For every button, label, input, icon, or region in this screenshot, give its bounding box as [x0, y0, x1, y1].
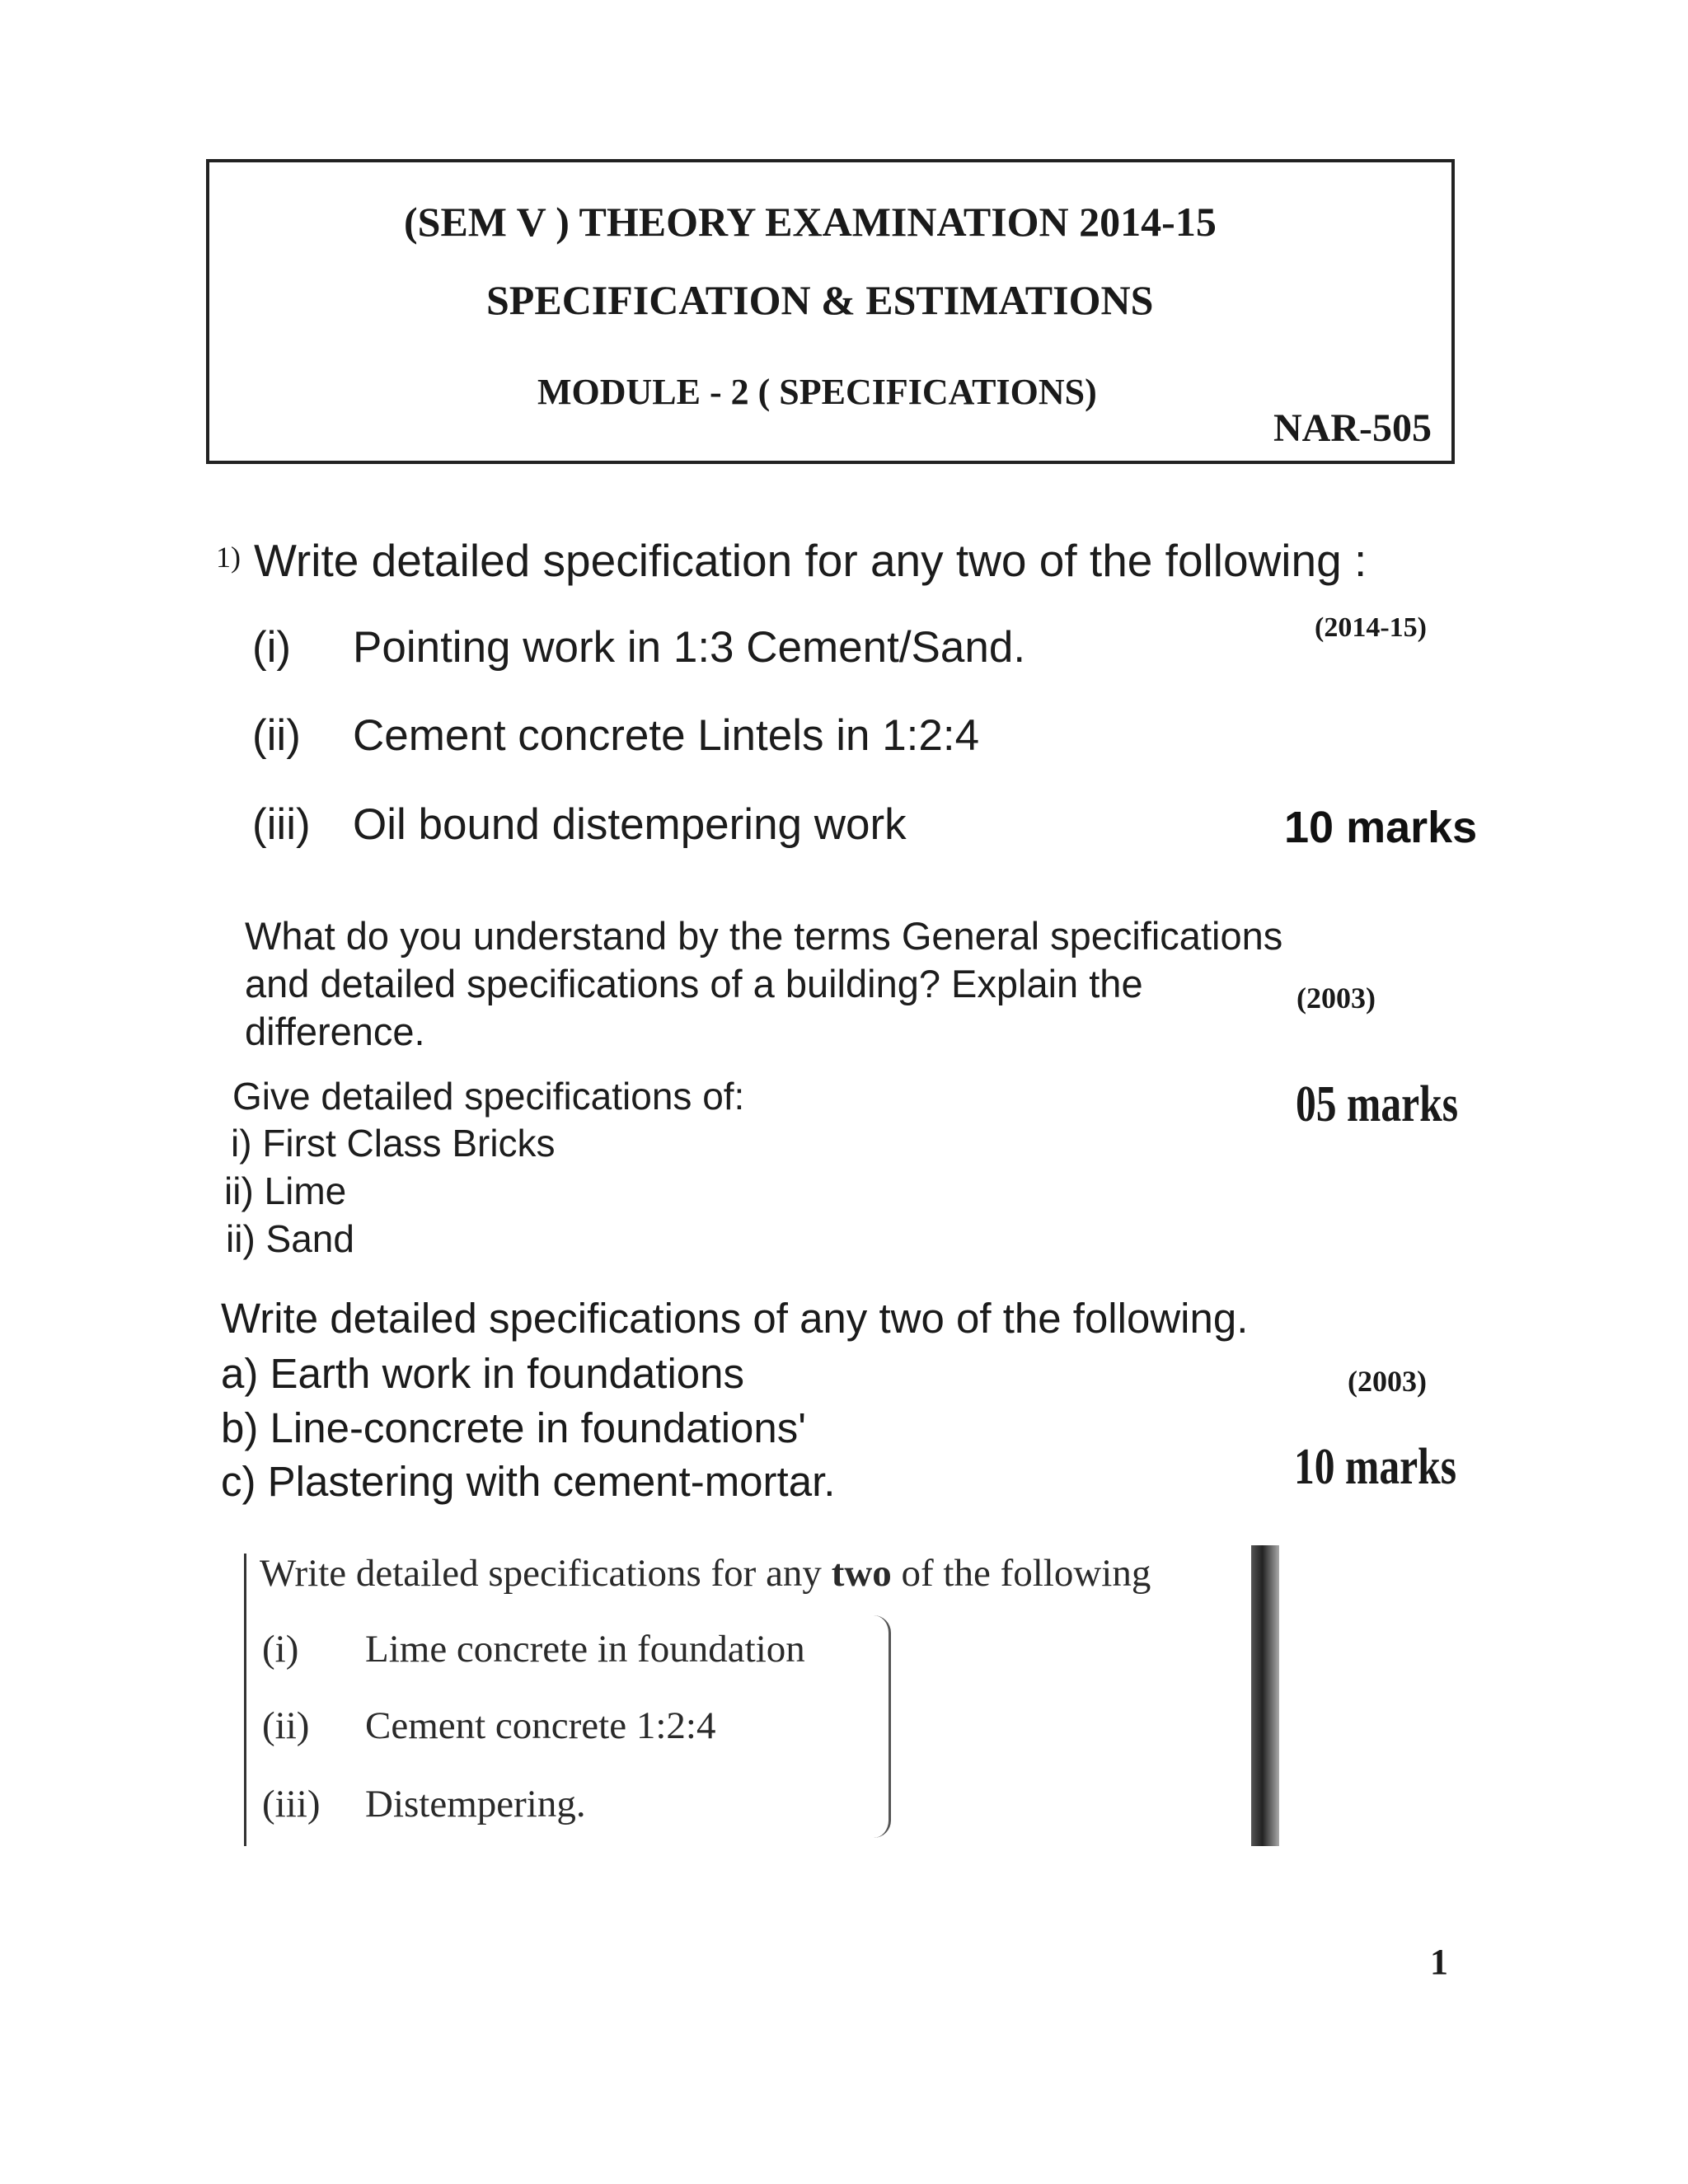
- exam-title: (SEM V ) THEORY EXAMINATION 2014-15: [404, 199, 1217, 245]
- scan-edge-bar: [1251, 1545, 1279, 1846]
- course-code: NAR-505: [1273, 406, 1432, 450]
- question-line: and detailed specifications of a building? Explain the: [245, 962, 1143, 1005]
- prompt-emphasis: two: [831, 1552, 892, 1595]
- item-text: Cement concrete Lintels in 1:2:4: [353, 711, 980, 760]
- question-year: (2003): [1296, 982, 1376, 1015]
- question-line: What do you understand by the terms General specifications: [245, 914, 1283, 958]
- item-number: (iii): [252, 800, 311, 849]
- item-text: Pointing work in 1:3 Cement/Sand.: [353, 623, 1026, 672]
- item-number: (i): [262, 1628, 299, 1671]
- scan-left-rule: [244, 1554, 246, 1846]
- marks-label: 10 marks: [1294, 1439, 1457, 1495]
- item-number: (iii): [262, 1783, 321, 1825]
- marks-label: 10 marks: [1284, 803, 1478, 852]
- list-item: b) Line-concrete in foundations': [221, 1404, 807, 1451]
- list-item: i) First Class Bricks: [231, 1122, 556, 1165]
- item-text: Distempering.: [365, 1783, 586, 1825]
- item-text: Lime concrete in foundation: [365, 1628, 805, 1671]
- list-item: c) Plastering with cement-mortar.: [221, 1458, 836, 1505]
- item-number: (i): [252, 623, 292, 672]
- page-number: 1: [1430, 1942, 1448, 1982]
- item-text: Oil bound distempering work: [353, 800, 907, 849]
- question-prompt: [260, 1551, 1151, 1596]
- question-year: (2003): [1348, 1365, 1427, 1398]
- list-item: ii) Lime: [224, 1169, 347, 1212]
- prompt-text: of the following: [891, 1552, 1151, 1595]
- question-prompt: Write detailed specifications of any two of the following.: [221, 1295, 1249, 1342]
- module-title: MODULE - 2 ( SPECIFICATIONS): [537, 372, 1097, 412]
- question-prompt: Write detailed specification for any two of the following :: [254, 535, 1367, 586]
- question-prompt: Give detailed specifications of:: [232, 1075, 745, 1118]
- item-number: (ii): [262, 1704, 310, 1747]
- marks-label: 05 marks: [1296, 1076, 1459, 1132]
- bracket-mark: [874, 1615, 891, 1838]
- item-text: Cement concrete 1:2:4: [365, 1704, 716, 1747]
- subject-title: SPECIFICATION & ESTIMATIONS: [486, 277, 1154, 323]
- list-item: ii) Sand: [226, 1217, 354, 1260]
- prompt-text: Write detailed specifications for any: [260, 1552, 832, 1595]
- question-number: 1): [216, 541, 241, 574]
- question-year: (2014-15): [1315, 612, 1427, 643]
- list-item: a) Earth work in foundations: [221, 1350, 745, 1397]
- question-line: difference.: [245, 1010, 425, 1053]
- item-number: (ii): [252, 711, 301, 760]
